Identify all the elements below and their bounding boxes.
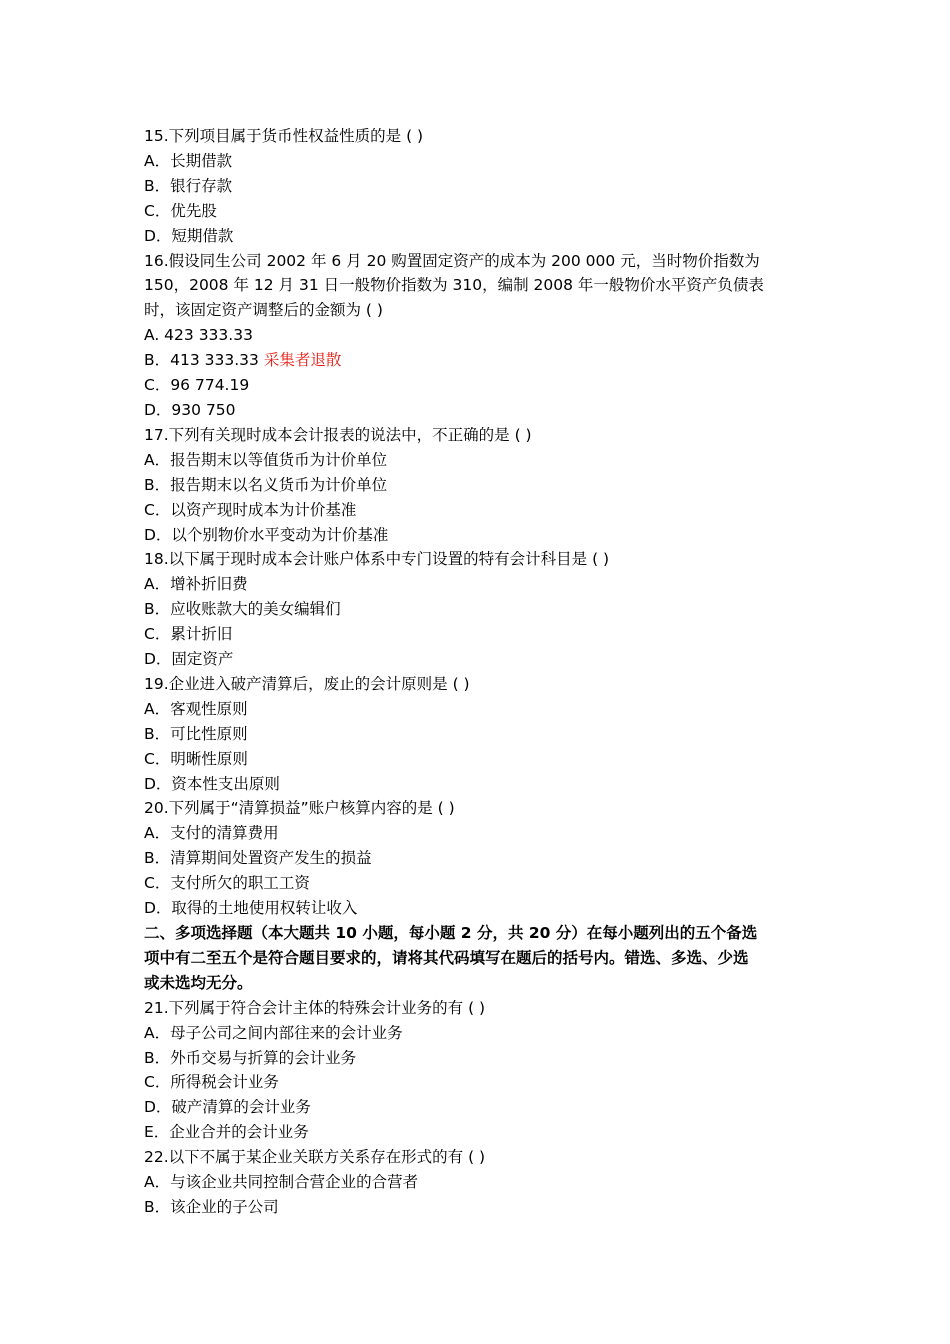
- option-e: E．企业合并的会计业务: [144, 1123, 309, 1142]
- option-c: C．96 774.19: [144, 376, 250, 395]
- question-stem-line-2: 150，2008 年 12 月 31 日一般物价指数为 310，编制 2008 年一般物价水平资产负债表: [144, 276, 764, 295]
- section-heading-line-1: 二、多项选择题（本大题共 10 小题，每小题 2 分，共 20 分）在每小题列出的五个备选: [144, 924, 758, 942]
- option-b: B．外币交易与折算的会计业务: [144, 1048, 357, 1067]
- question-stem-line-1: 16.假设同生公司 2002 年 6 月 20 购置固定资产的成本为 200 000 元，当时物价指数为: [144, 251, 760, 270]
- option-c: C．以资产现时成本为计价基准: [144, 500, 357, 519]
- option-a: A．客观性原则: [144, 699, 248, 718]
- option-a: A．母子公司之间内部往来的会计业务: [144, 1023, 403, 1042]
- question-16: [144, 249, 812, 423]
- option-b: B．可比性原则: [144, 724, 248, 743]
- question-21: [144, 996, 812, 1145]
- option-c: C．明晰性原则: [144, 749, 248, 768]
- option-b: B．清算期间处置资产发生的损益: [144, 849, 372, 868]
- option-a: A. 423 333.33: [144, 326, 253, 345]
- question-15: [144, 124, 812, 249]
- section-heading-line-2: 项中有二至五个是符合题目要求的，请将其代码填写在题后的括号内。错选、多选、少选: [144, 948, 749, 967]
- option-b: B．应收账款大的美女编辑们: [144, 600, 341, 619]
- option-b: B．银行存款: [144, 176, 233, 195]
- question-22: [144, 1145, 812, 1220]
- question-18: [144, 547, 812, 672]
- watermark-note: 采集者退散: [263, 351, 342, 370]
- question-stem: 15.下列项目属于货币性权益性质的是 ( ): [144, 127, 424, 145]
- option-d: D．资本性支出原则: [144, 774, 280, 793]
- option-c: C．所得税会计业务: [144, 1073, 279, 1092]
- option-b: B．报告期末以名义货币为计价单位: [144, 475, 388, 494]
- option-a: A．与该企业共同控制合营企业的合营者: [144, 1173, 419, 1192]
- question-stem-line-3: 时，该固定资产调整后的金额为 ( ): [144, 301, 383, 320]
- option-a: A．报告期末以等值货币为计价单位: [144, 450, 388, 469]
- section-heading-line-3: 或未选均无分。: [144, 973, 253, 992]
- option-d: D．930 750: [144, 400, 236, 419]
- option-d: D．破产清算的会计业务: [144, 1098, 311, 1117]
- option-d: D．以个别物价水平变动为计价基准: [144, 525, 389, 544]
- document-page: [144, 124, 812, 1220]
- option-a: A．增补折旧费: [144, 575, 248, 594]
- question-19: [144, 672, 812, 797]
- option-c: C．优先股: [144, 201, 217, 220]
- option-a: A．支付的清算费用: [144, 824, 279, 843]
- question-17: [144, 423, 812, 548]
- question-20: [144, 796, 812, 921]
- question-stem: 22.以下不属于某企业关联方关系存在形式的有 ( ): [144, 1148, 486, 1167]
- question-stem: 17.下列有关现时成本会计报表的说法中，不正确的是 ( ): [144, 425, 532, 444]
- option-c: C．支付所欠的职工工资: [144, 874, 310, 893]
- option-b-text: B．413 333.33: [144, 351, 259, 370]
- option-c: C．累计折旧: [144, 625, 233, 644]
- question-stem: 20.下列属于“清算损益”账户核算内容的是 ( ): [144, 799, 455, 818]
- option-d: D．短期借款: [144, 226, 234, 245]
- option-b: B．该企业的子公司: [144, 1197, 279, 1216]
- section-heading-multiple-choice: [144, 921, 812, 996]
- option-d: D．取得的土地使用权转让收入: [144, 899, 358, 918]
- option-b: [144, 348, 812, 373]
- option-a: A．长期借款: [144, 151, 233, 170]
- question-stem: 19.企业进入破产清算后，废止的会计原则是 ( ): [144, 674, 470, 693]
- question-stem: 21.下列属于符合会计主体的特殊会计业务的有 ( ): [144, 998, 486, 1017]
- option-d: D．固定资产: [144, 650, 234, 669]
- question-stem: 18.以下属于现时成本会计账户体系中专门设置的特有会计科目是 ( ): [144, 550, 610, 569]
